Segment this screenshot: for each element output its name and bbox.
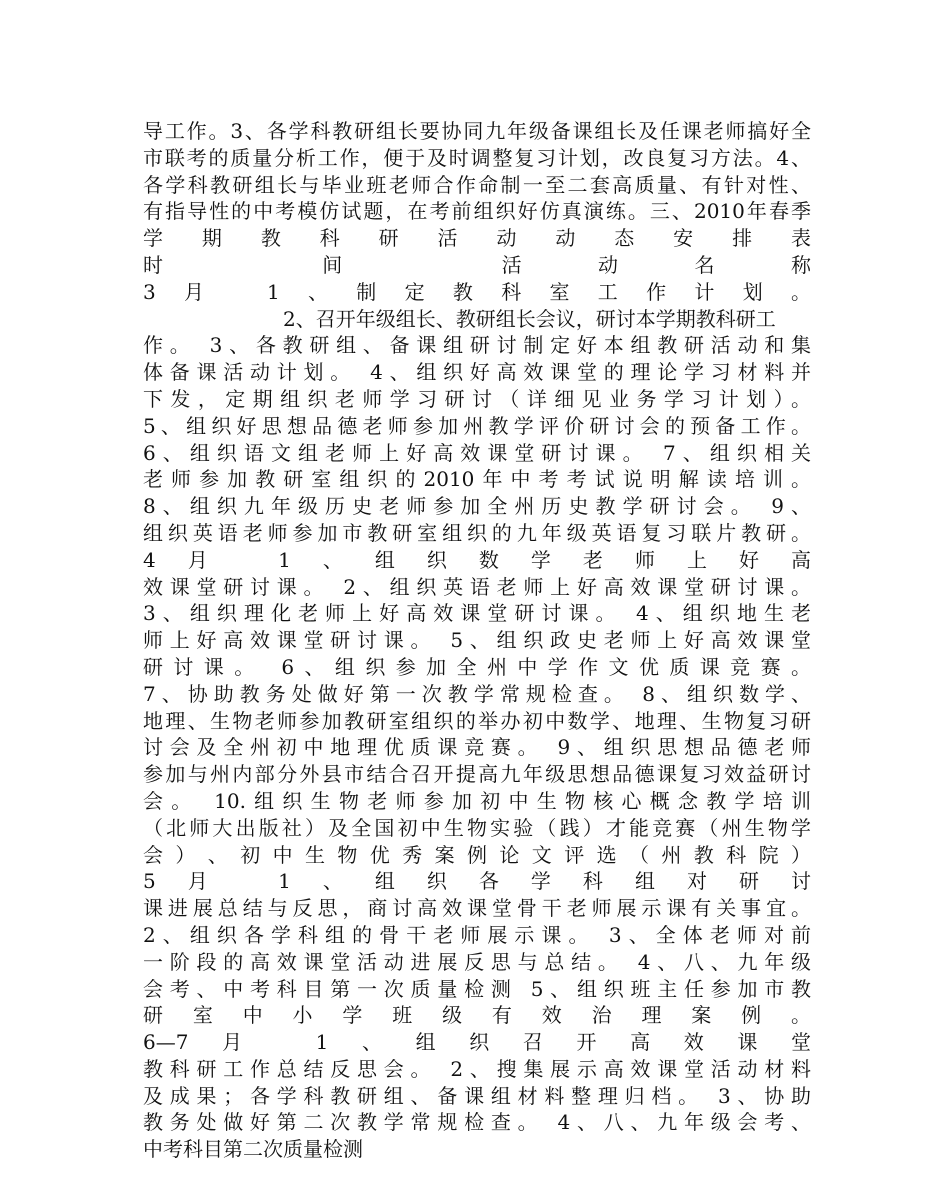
text-line: 下发，定期组织老师学习研讨（详细见业务学习计划）。: [143, 386, 811, 411]
text-line: 研讨课。 6、组织参加全州中学作文优质课竞赛。: [143, 654, 811, 679]
text-line: 效课堂研讨课。 2、组织英语老师上好高效课堂研讨课。: [143, 574, 811, 599]
text-line: 2、召开年级组长、教研组长会议，研讨本学期教科研工: [143, 306, 776, 331]
text-line: 作。 3、各教研组、备课组研讨制定好本组教研活动和集: [143, 333, 811, 358]
text-line: 学 期 教 科 研 活 动 动 态 安 排 表: [143, 226, 811, 251]
text-line: 市联考的质量分析工作，便于及时调整复习计划，改良复习方法。4、: [143, 145, 811, 170]
text-line: 组织英语老师参加市教研室组织的九年级英语复习联片教研。: [143, 520, 811, 545]
text-line: 会考、中考科目第一次质量检测 5、组织班主任参加市教: [143, 976, 811, 1001]
text-line: 教务处做好第二次教学常规检查。 4、八、九年级会考、: [143, 1110, 811, 1135]
text-line: 时 间 活动名称: [143, 252, 811, 277]
text-line: 2、组织各学科组的骨干老师展示课。 3、全体老师对前: [143, 922, 811, 947]
text-line: 师上好高效课堂研讨课。 5、组织政史老师上好高效课堂: [143, 628, 811, 653]
text-line: 7、协助教务处做好第一次教学常规检查。 8、组织数学、: [143, 681, 811, 706]
text-line: 5、组织好思想品德老师参加州教学评价研讨会的预备工作。: [143, 413, 811, 438]
document-body-text: [143, 118, 811, 1163]
text-line: 3、组织理化老师上好高效课堂研讨课。 4、组织地生老: [143, 601, 811, 626]
text-line: 课进展总结与反思，商讨高效课堂骨干老师展示课有关事宜。: [143, 896, 811, 921]
text-line: 地理、生物老师参加教研室组织的举办初中数学、地理、生物复习研: [143, 708, 811, 733]
text-line: 8、组织九年级历史老师参加全州历史教学研讨会。 9、: [143, 494, 811, 519]
text-line: 6、组织语文组老师上好高效课堂研讨课。 7、组织相关: [143, 440, 811, 465]
text-line: 体备课活动计划。 4、组织好高效课堂的理论学习材料并: [143, 360, 811, 385]
text-line: 讨会及全州初中地理优质课竞赛。 9、组织思想品德老师: [143, 735, 811, 760]
text-line: 研 室 中 小 学 班 级 有 效 治 理 案 例 。: [143, 1003, 811, 1028]
text-line: 及成果；各学科教研组、备课组材料整理归档。 3、协助: [143, 1083, 811, 1108]
text-line: 会。 10.组织生物老师参加初中生物核心概念教学培训: [143, 788, 811, 813]
text-line: 有指导性的中考模仿试题，在考前组织好仿真演练。三、2010年春季: [143, 199, 811, 224]
text-line: 会 ） 、 初 中 生 物 优 秀 案 例 论 文 评 选 （ 州 教 科 院 ）: [143, 842, 811, 867]
text-line: 3月 1、制定教科室工作计划。: [143, 279, 811, 304]
text-line: 参加与州内部分外县市结合召开提高九年级思想品德课复习效益研讨: [143, 762, 811, 787]
text-line: 4月 1、组织数学老师上好高: [143, 547, 811, 572]
text-line: 老师参加教研室组织的2010年中考考试说明解读培训。: [143, 467, 811, 492]
text-line: 教科研工作总结反思会。 2、搜集展示高效课堂活动材料: [143, 1056, 811, 1081]
text-line: 5月 1、组织各学科组对研讨: [143, 869, 811, 894]
text-line: 中考科目第二次质量检测: [143, 1137, 363, 1162]
text-line: 一阶段的高效课堂活动进展反思与总结。 4、八、九年级: [143, 949, 811, 974]
text-line: 6—7月 1、组织召开高效课堂: [143, 1030, 811, 1055]
text-line: （北师大出版社）及全国初中生物实验（践）才能竞赛（州生物学: [143, 815, 811, 840]
text-line: 导工作。3、各学科教研组长要协同九年级备课组长及任课老师搞好全: [143, 119, 811, 143]
text-line: 各学科教研组长与毕业班老师合作命制一至二套高质量、有针对性、: [143, 172, 811, 197]
